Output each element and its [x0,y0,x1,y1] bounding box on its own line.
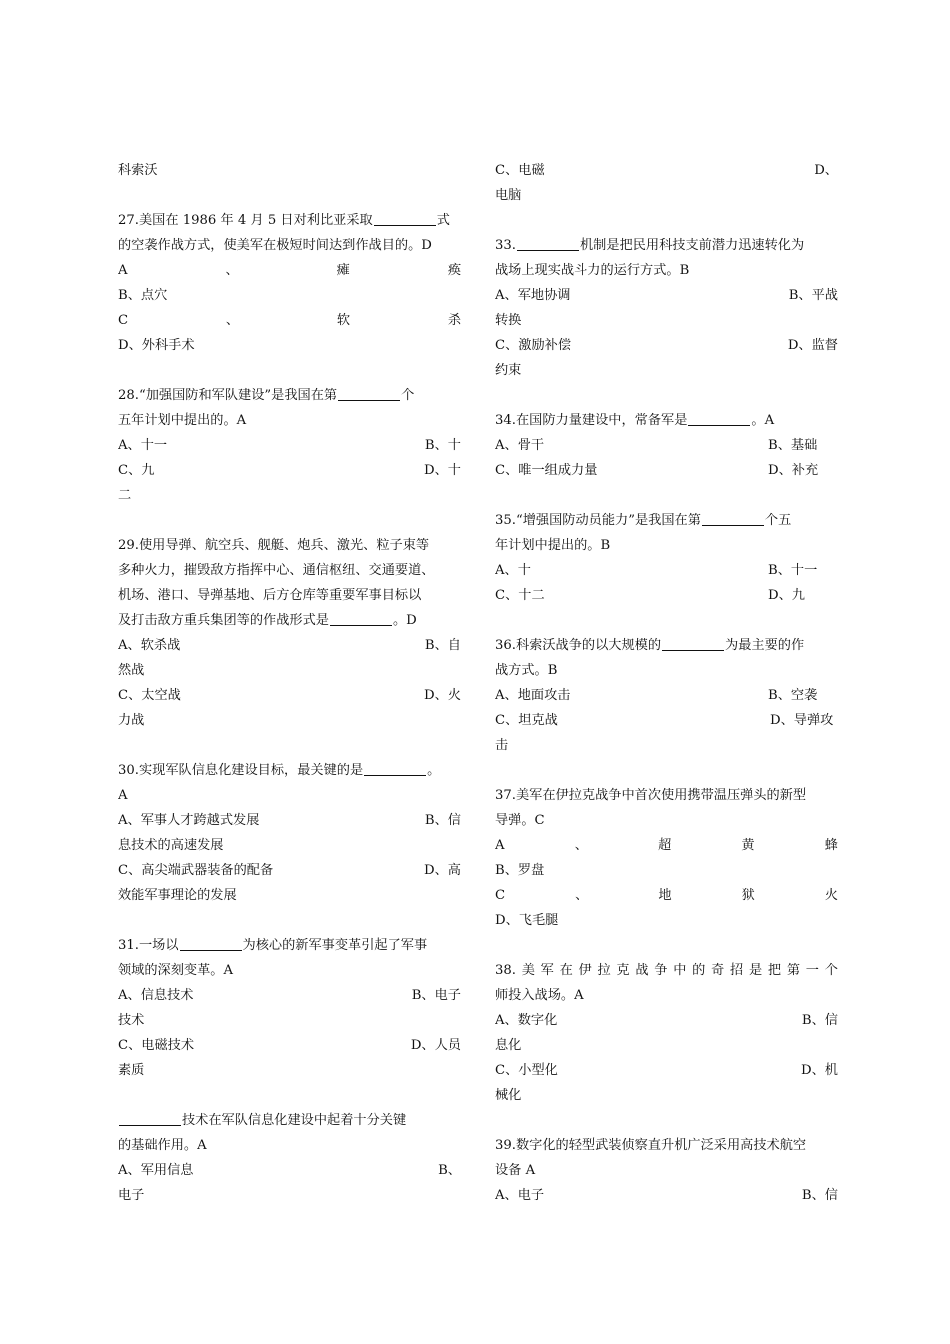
option-d: D、飞毛腿 [495,913,559,928]
options-row: A、军事人才跨越式发展 B、信 [118,813,461,828]
option-continuation: 电脑 [495,188,522,203]
option-continuation: 约束 [495,363,522,378]
question-stem: 师投入战场。A [495,988,584,1003]
options-row: C、高尖端武器装备的配备 D、高 [118,863,461,878]
question-stem: 30.实现军队信息化建设目标，最关键的是 。 [118,763,441,778]
question-39 [495,1133,838,1208]
left-column [118,158,461,1208]
options-row: A、军地协调 B、平战 [495,288,838,303]
option-continuation: 二 [118,488,132,503]
answer-blank [364,761,426,776]
question-stem: 年计划中提出的。B [495,538,611,553]
option-continuation: 击 [495,738,509,753]
question-34 [495,408,838,483]
question-37 [495,783,838,933]
option-continuation: 息技术的高速发展 [118,838,224,853]
options-row: C、激励补偿 D、监督 [495,338,838,353]
question-stem: 34.在国防力量建设中，常备军是 。A [495,413,775,428]
question-stem: 技术在军队信息化建设中起着十分关键 [118,1108,461,1133]
question-31 [118,933,461,1083]
options-row: C、唯一组成力量 D、补充 [495,463,819,478]
question-stem: 多种火力，摧毁敌方指挥中心、通信枢纽、交通要道、 [118,563,435,578]
question-stem: 五年计划中提出的。A [118,413,247,428]
options-row: C、坦克战 D、导弹攻 [495,713,834,728]
options-row: A、地面攻击 B、空袭 [495,688,818,703]
options-row: A、十 B、十一 [495,563,818,578]
question-stem: 33. 机制是把民用科技支前潜力迅速转化为 [495,238,805,253]
option-continuation: 然战 [118,663,145,678]
option-continuation: 电子 [118,1188,145,1203]
question-35 [495,508,838,608]
question-stem: 及打击敌方重兵集团等的作战形式是 。D [118,613,417,628]
option-continuation: 械化 [495,1088,522,1103]
question-28 [118,383,461,508]
options-row: A、军用信息 B、 [118,1163,461,1178]
question-stem: 设备 A [495,1163,536,1178]
text-line: 科索沃 [118,163,158,178]
answer-blank [662,636,724,651]
options-row: A、电子 B、信 [495,1188,838,1203]
question-stem: 战场上现实战斗力的运行方式。B [495,263,690,278]
option-c: C 、 地 狱 火 [495,888,838,903]
option-b: B、罗盘 [495,863,545,878]
question-stem: 领域的深刻变革。A [118,963,234,978]
question-stem: 战方式。B [495,663,558,678]
question-stem: 28.“加强国防和军队建设”是我国在第 个 [118,388,415,403]
question-stem: 36.科索沃战争的以大规模的 为最主要的作 [495,638,805,653]
question-27 [118,208,461,358]
question-stem: 导弹。C [495,813,545,828]
question-stem: 38. 美 军 在 伊 拉 克 战 争 中 的 奇 招 是 把 第 一 个 [495,963,838,978]
question-stem: 35.“增强国防动员能力”是我国在第 个五 [495,513,792,528]
option-a: A 、 超 黄 蜂 [495,838,838,853]
options-row: C、太空战 D、火 [118,688,461,703]
answer-blank [338,386,400,401]
option-d: D、外科手术 [118,338,195,353]
options-row: A、十一 B、十 [118,438,461,453]
question-36 [495,633,838,758]
answer-blank [119,1111,181,1126]
question-stem: A [118,788,128,803]
options-row: C、电磁 D、 [495,163,838,178]
question-29 [118,533,461,733]
answer-blank [517,236,579,251]
option-continuation: 素质 [118,1063,145,1078]
options-row: A、骨干 B、基础 [495,438,818,453]
right-column [495,158,838,1208]
question-stem: 39.数字化的轻型武装侦察直升机广泛采用高技术航空 [495,1138,807,1153]
answer-blank [330,611,392,626]
option-continuation: 效能军事理论的发展 [118,888,237,903]
answer-blank [374,211,436,226]
option-continuation: 转换 [495,313,522,328]
question-stem: 机场、港口、导弹基地、后方仓库等重要军事目标以 [118,588,422,603]
question-30 [118,758,461,908]
options-row: C、九 D、十 [118,463,461,478]
option-continuation: 技术 [118,1013,145,1028]
question-32-continued [495,158,838,208]
option-c: C 、 软 杀 [118,313,461,328]
answer-blank [702,511,764,526]
option-a: A 、 瘫 痪 [118,263,461,278]
options-row: A、信息技术 B、电子 [118,988,461,1003]
option-b: B、点穴 [118,288,168,303]
question-33 [495,233,838,383]
option-continuation: 力战 [118,713,145,728]
answer-blank [688,411,750,426]
question-32 [118,1108,461,1208]
question-stem: 的基础作用。A [118,1138,207,1153]
question-stem: 37.美军在伊拉克战争中首次使用携带温压弹头的新型 [495,788,807,803]
question-stem: 29.使用导弹、航空兵、舰艇、炮兵、激光、粒子束等 [118,538,430,553]
options-row: C、小型化 D、机 [495,1063,838,1078]
question-stem: 27.美国在 1986 年 4 月 5 日对利比亚采取 式 [118,213,450,228]
question-38 [495,958,838,1108]
options-row: C、电磁技术 D、人员 [118,1038,461,1053]
option-continuation: 息化 [495,1038,522,1053]
options-row: A、软杀战 B、自 [118,638,461,653]
question-stem: 31.一场以 为核心的新军事变革引起了军事 [118,938,428,953]
options-row: A、数字化 B、信 [495,1013,838,1028]
options-row: C、十二 D、九 [495,588,805,603]
question-stem: 的空袭作战方式，使美军在极短时间达到作战目的。D [118,238,432,253]
answer-blank [180,936,242,951]
